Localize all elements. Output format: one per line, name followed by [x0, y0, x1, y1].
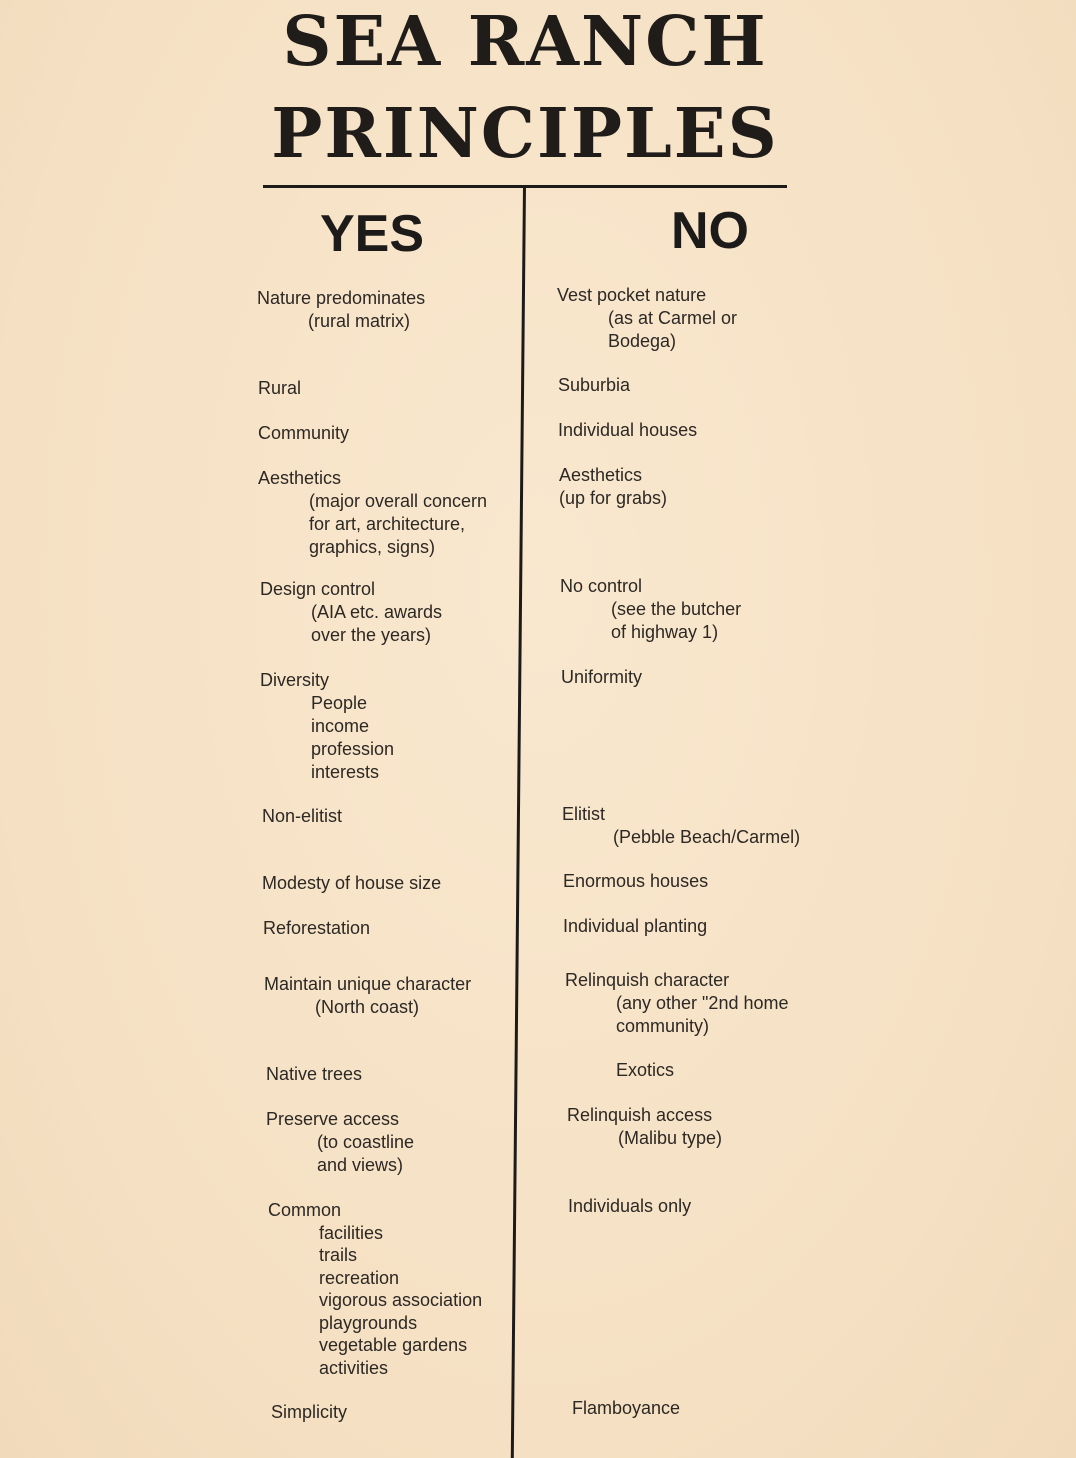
yes-entry	[262, 872, 441, 895]
no-entry	[559, 464, 667, 510]
no-entry-main: Vest pocket nature	[557, 285, 707, 305]
no-entry	[563, 915, 707, 938]
no-entry	[568, 1195, 691, 1218]
no-entry-sub: (up for grabs)	[559, 488, 668, 508]
yes-entry-main: Simplicity	[271, 1402, 348, 1422]
yes-heading: YES	[320, 205, 425, 263]
no-entry	[558, 419, 697, 442]
title-line-2: PRINCIPLES	[271, 94, 779, 174]
no-entry-main: Elitist	[562, 804, 606, 824]
title-line-1: SEA RANCH	[282, 2, 768, 82]
no-entry	[558, 374, 630, 397]
yes-entry-sub: facilities	[319, 1222, 384, 1243]
yes-entry-sub: for art, architecture,	[309, 514, 466, 534]
yes-entry-sub: (to coastline	[317, 1132, 415, 1152]
yes-entry	[271, 1401, 347, 1424]
yes-entry-sub: interests	[311, 762, 380, 782]
yes-entry-main: Rural	[258, 378, 302, 398]
no-entry-sub: community)	[616, 1016, 710, 1036]
yes-entry-sub: People	[311, 693, 368, 713]
yes-entry-main: Reforestation	[263, 918, 371, 938]
yes-entry	[260, 578, 442, 647]
yes-entry-main: Diversity	[260, 670, 330, 690]
yes-entry	[257, 287, 425, 333]
yes-entry-main: Preserve access	[266, 1109, 400, 1129]
no-entry-main: Individual houses	[558, 420, 698, 440]
yes-entry	[266, 1108, 414, 1177]
no-entry-sub: of highway 1)	[611, 622, 719, 642]
yes-entry-main: Maintain unique character	[264, 974, 472, 994]
no-entry-sub: (see the butcher	[611, 599, 742, 619]
no-entry-main: Individual planting	[563, 916, 708, 936]
yes-entry-sub: profession	[311, 739, 395, 759]
no-entry-main: No control	[560, 576, 643, 596]
yes-entry	[263, 917, 370, 940]
yes-entry-main: Modesty of house size	[262, 873, 442, 893]
no-entry-sub: (as at Carmel or	[608, 308, 738, 328]
no-entry-main: Uniformity	[561, 667, 643, 687]
yes-entry	[258, 422, 349, 445]
yes-entry-sub: activities	[319, 1357, 389, 1378]
yes-entry-main: Non-elitist	[262, 806, 343, 826]
yes-entry	[258, 467, 487, 559]
no-entry	[560, 575, 741, 644]
no-entry	[565, 969, 789, 1038]
no-entry	[557, 284, 737, 353]
yes-entry	[266, 1063, 362, 1086]
no-entry-main: Individuals only	[568, 1196, 692, 1216]
yes-entry-sub: recreation	[319, 1267, 400, 1288]
yes-entry-sub: (AIA etc. awards	[311, 602, 443, 622]
yes-entry-sub: and views)	[317, 1155, 404, 1175]
yes-entry-sub: playgrounds	[319, 1312, 418, 1333]
no-entry-main: Enormous houses	[563, 871, 709, 891]
yes-entry-sub: (major overall concern	[309, 491, 488, 511]
no-heading: NO	[671, 202, 749, 260]
no-entry-main: Aesthetics	[559, 465, 643, 485]
no-entry-sub: Bodega)	[608, 331, 677, 351]
no-entry-sub: (Malibu type)	[618, 1128, 723, 1148]
yes-entry-sub: (North coast)	[315, 997, 420, 1017]
yes-entry-sub: vegetable gardens	[319, 1335, 468, 1355]
no-entry	[563, 870, 708, 893]
no-entry	[567, 1104, 722, 1150]
yes-entry	[262, 805, 342, 828]
yes-entry-main: Aesthetics	[258, 468, 342, 488]
yes-entry-main: Nature predominates	[257, 288, 426, 308]
yes-entry	[258, 377, 301, 400]
yes-entry-sub: vigorous association	[319, 1290, 483, 1310]
no-entry-main: Suburbia	[558, 375, 631, 395]
yes-entry-sub: income	[311, 716, 370, 736]
no-entry-sub: (Pebble Beach/Carmel)	[613, 827, 801, 847]
no-entry	[572, 1397, 680, 1420]
yes-entry-sub: (rural matrix)	[308, 311, 410, 331]
yes-entry	[268, 1199, 482, 1379]
no-entry-main: Flamboyance	[572, 1398, 681, 1418]
yes-entry-sub: graphics, signs)	[309, 537, 436, 557]
yes-entry-sub: over the years)	[311, 625, 432, 645]
no-entry-main: Relinquish character	[565, 970, 730, 990]
yes-entry-main: Design control	[260, 579, 376, 599]
no-entry	[616, 1059, 674, 1082]
yes-entry-main: Community	[258, 423, 350, 443]
yes-entry-main: Common	[268, 1200, 342, 1220]
yes-entry-sub: trails	[319, 1245, 358, 1265]
no-entry-sub: (any other "2nd home	[616, 993, 789, 1013]
no-entry-main: Relinquish access	[567, 1105, 713, 1125]
no-entry-main: Exotics	[616, 1060, 675, 1080]
no-entry	[561, 666, 642, 689]
yes-entry	[264, 973, 471, 1019]
yes-entry	[260, 669, 394, 784]
no-entry	[562, 803, 800, 849]
yes-entry-main: Native trees	[266, 1064, 363, 1084]
